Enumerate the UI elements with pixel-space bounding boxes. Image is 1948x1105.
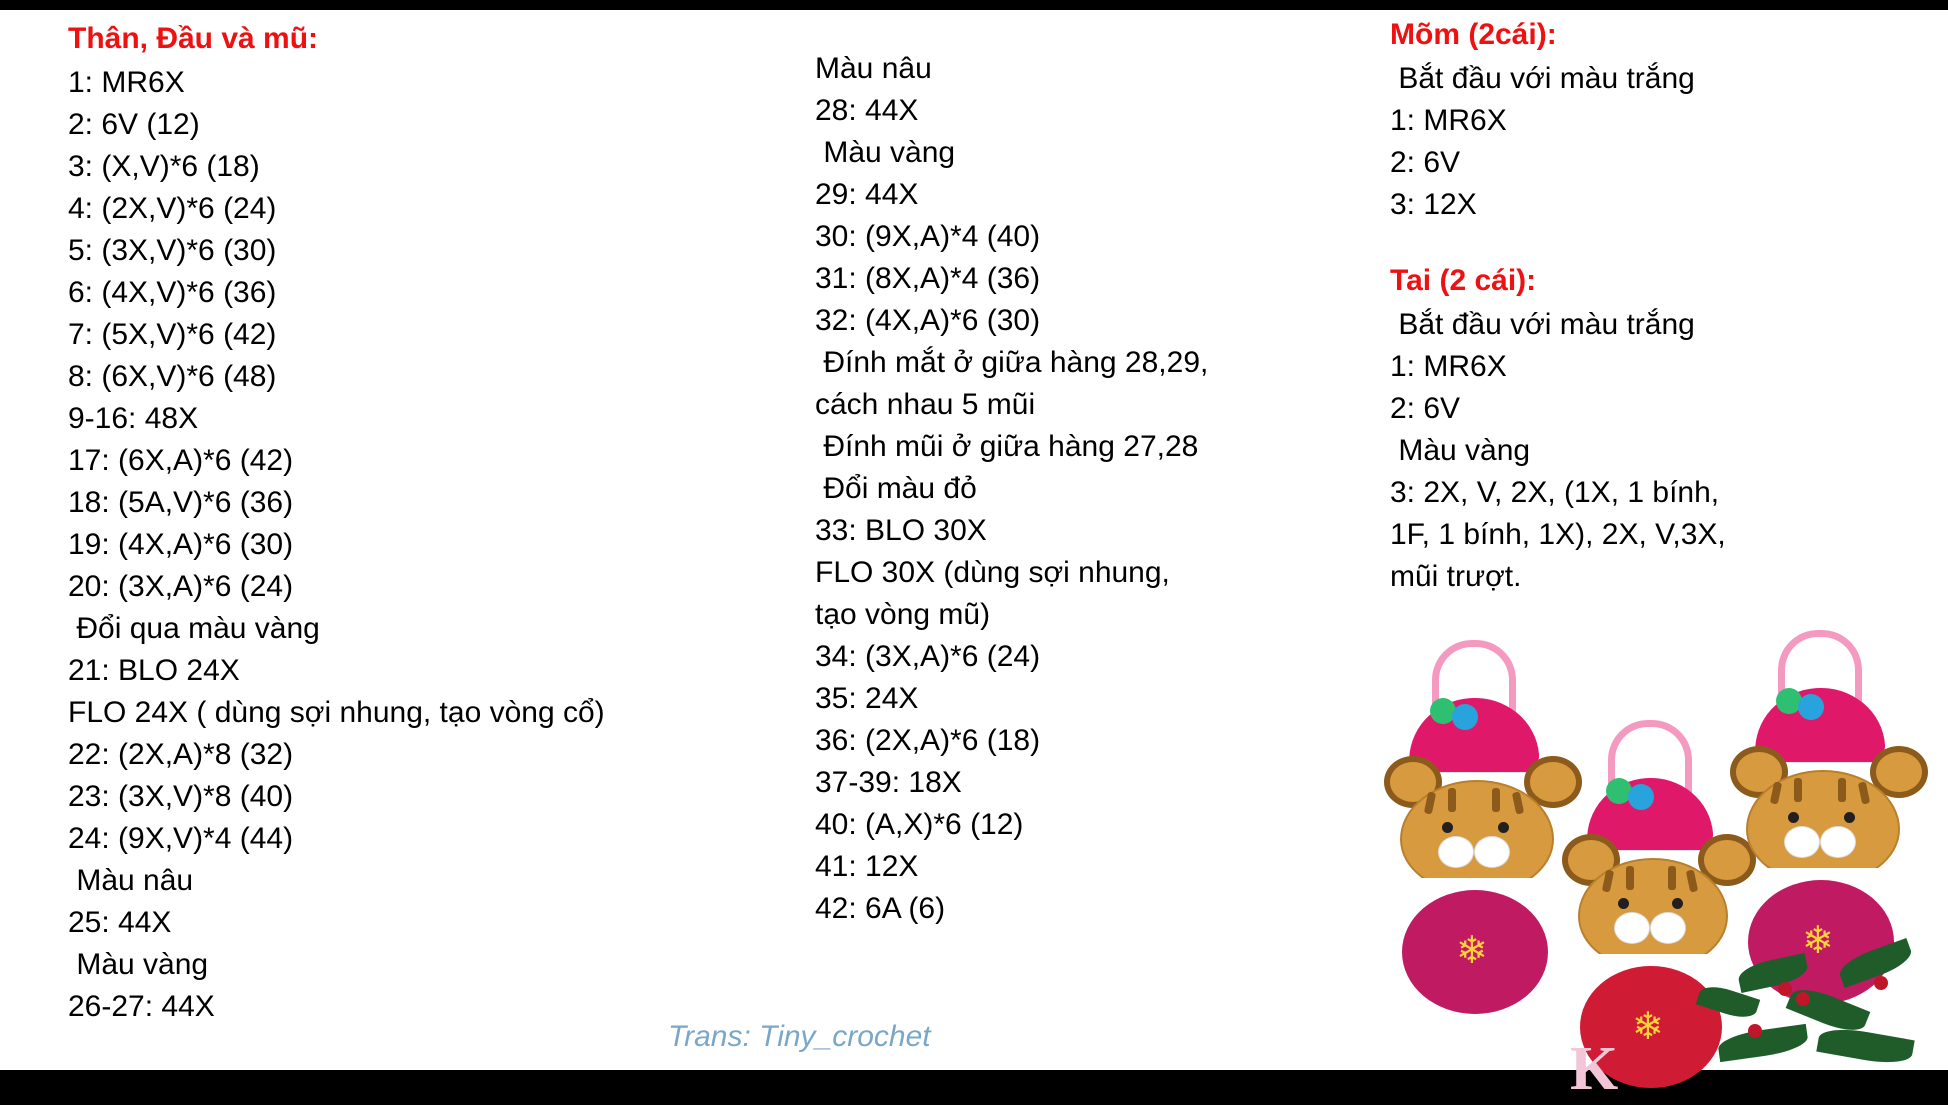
tiger-eye [1844, 812, 1855, 823]
pattern-line: Màu vàng [68, 948, 209, 981]
holly-berry [1796, 992, 1810, 1006]
pattern-line: 2: 6V (12) [68, 108, 200, 141]
pattern-line: Đính mắt ở giữa hàng 28,29, [815, 346, 1209, 379]
pattern-line: 1: MR6X [68, 66, 185, 99]
ornament-right [1724, 630, 1924, 970]
tiger-muzzle [1614, 912, 1650, 944]
pattern-line: 40: (A,X)*6 (12) [815, 808, 1024, 841]
snowflake-motif: ❄ [1802, 920, 1834, 962]
pattern-line: FLO 24X ( dùng sợi nhung, tạo vòng cổ) [68, 696, 605, 729]
pattern-line: 7: (5X,V)*6 (42) [68, 318, 277, 351]
pattern-line: 35: 24X [815, 682, 919, 715]
pattern-line: 2: 6V [1390, 146, 1461, 179]
pattern-line: Màu vàng [815, 136, 956, 169]
pattern-line: 8: (6X,V)*6 (48) [68, 360, 277, 393]
pattern-line: 29: 44X [815, 178, 919, 211]
pattern-line: FLO 30X (dùng sợi nhung, [815, 556, 1170, 589]
pattern-line: 1: MR6X [1390, 350, 1507, 383]
pattern-line: 3: 12X [1390, 188, 1477, 221]
pattern-line: 17: (6X,A)*6 (42) [68, 444, 294, 477]
tiger-muzzle [1784, 826, 1820, 858]
pattern-line: 2: 6V [1390, 392, 1461, 425]
column-body-continued [815, 48, 1335, 930]
pattern-line: 30: (9X,A)*4 (40) [815, 220, 1041, 253]
pattern-line: Đổi qua màu vàng [68, 612, 320, 645]
pattern-line: Màu nâu [815, 52, 932, 85]
hat-pompom [1452, 704, 1478, 730]
pattern-line: 37-39: 18X [815, 766, 962, 799]
pattern-line: Màu nâu [68, 864, 194, 897]
foliage-leaf [1816, 1024, 1914, 1068]
section-spacer [1390, 226, 1860, 260]
pattern-line: 34: (3X,A)*6 (24) [815, 640, 1041, 673]
tiger-head [1746, 770, 1900, 884]
pattern-columns [0, 10, 1948, 1103]
christmas-foliage [1688, 920, 1938, 1080]
pattern-line: 1: MR6X [1390, 104, 1507, 137]
pattern-line: 18: (5A,V)*6 (36) [68, 486, 294, 519]
ornament-left [1378, 640, 1578, 980]
pattern-line: 5: (3X,V)*6 (30) [68, 234, 277, 267]
pattern-line: 3: 2X, V, 2X, (1X, 1 bính, [1390, 476, 1720, 509]
pattern-line: 6: (4X,V)*6 (36) [68, 276, 277, 309]
pattern-line: Đổi màu đỏ [815, 472, 977, 505]
tiger-muzzle [1650, 912, 1686, 944]
letterbox-top [0, 0, 1948, 10]
pattern-line: 32: (4X,A)*6 (30) [815, 304, 1041, 337]
foliage-leaf [1717, 1024, 1810, 1062]
pattern-line: 28: 44X [815, 94, 919, 127]
crochet-ornaments-photo [1378, 610, 1938, 1103]
tiger-eye [1442, 822, 1453, 833]
pattern-line: mũi trượt. [1390, 560, 1522, 593]
watermark: K [1570, 1035, 1619, 1103]
holly-berry [1874, 976, 1888, 990]
column-muzzle-ears [1390, 14, 1860, 598]
pattern-line: 1F, 1 bính, 1X), 2X, V,3X, [1390, 518, 1726, 551]
tiger-stripe [1838, 778, 1846, 802]
pattern-line: Màu vàng [1390, 434, 1531, 467]
pattern-line: 42: 6A (6) [815, 892, 946, 925]
pattern-line: 4: (2X,V)*6 (24) [68, 192, 277, 225]
pattern-line: cách nhau 5 mũi [815, 388, 1036, 421]
pattern-line: 36: (2X,A)*6 (18) [815, 724, 1041, 757]
section-heading-muzzle: Mõm (2cái): [1390, 18, 1557, 51]
pattern-line: 21: BLO 24X [68, 654, 240, 687]
tiger-stripe [1626, 866, 1634, 890]
pattern-line: 3: (X,V)*6 (18) [68, 150, 260, 183]
tiger-eye [1788, 812, 1799, 823]
tiger-eye [1672, 898, 1683, 909]
snowflake-motif: ❄ [1456, 930, 1488, 972]
section-heading-body: Thân, Đầu và mũ: [68, 22, 319, 55]
tiger-muzzle [1438, 836, 1474, 868]
foliage-leaf [1736, 953, 1810, 993]
pattern-line: 26-27: 44X [68, 990, 215, 1023]
tiger-stripe [1668, 866, 1676, 890]
tiger-stripe [1448, 788, 1456, 812]
snowflake-motif: ❄ [1632, 1006, 1664, 1048]
pattern-line: 41: 12X [815, 850, 919, 883]
pattern-line: Bắt đầu với màu trắng [1390, 62, 1695, 95]
holly-berry [1778, 982, 1792, 996]
pattern-line: Đính mũi ở giữa hàng 27,28 [815, 430, 1199, 463]
holly-berry [1748, 1024, 1762, 1038]
pattern-line: 19: (4X,A)*6 (30) [68, 528, 294, 561]
pattern-line: tạo vòng mũ) [815, 598, 991, 631]
tiger-stripe [1492, 788, 1500, 812]
pattern-line: 33: BLO 30X [815, 514, 987, 547]
translator-credit: Trans: Tiny_crochet [668, 1020, 931, 1053]
tiger-muzzle [1474, 836, 1510, 868]
tiger-eye [1618, 898, 1629, 909]
tiger-eye [1498, 822, 1509, 833]
pattern-line: 9-16: 48X [68, 402, 199, 435]
pattern-line: 25: 44X [68, 906, 172, 939]
tiger-muzzle [1820, 826, 1856, 858]
hat-pompom [1628, 784, 1654, 810]
column-body-head-hat [68, 18, 808, 1028]
tiger-head [1400, 780, 1554, 894]
pattern-line: 31: (8X,A)*4 (36) [815, 262, 1041, 295]
pattern-line: 20: (3X,A)*6 (24) [68, 570, 294, 603]
hat-pompom [1798, 694, 1824, 720]
pattern-line: 22: (2X,A)*8 (32) [68, 738, 294, 771]
section-heading-ears: Tai (2 cái): [1390, 264, 1537, 297]
tiger-stripe [1794, 778, 1802, 802]
pattern-line: 23: (3X,V)*8 (40) [68, 780, 294, 813]
pattern-line: Bắt đầu với màu trắng [1390, 308, 1695, 341]
pattern-line: 24: (9X,V)*4 (44) [68, 822, 294, 855]
